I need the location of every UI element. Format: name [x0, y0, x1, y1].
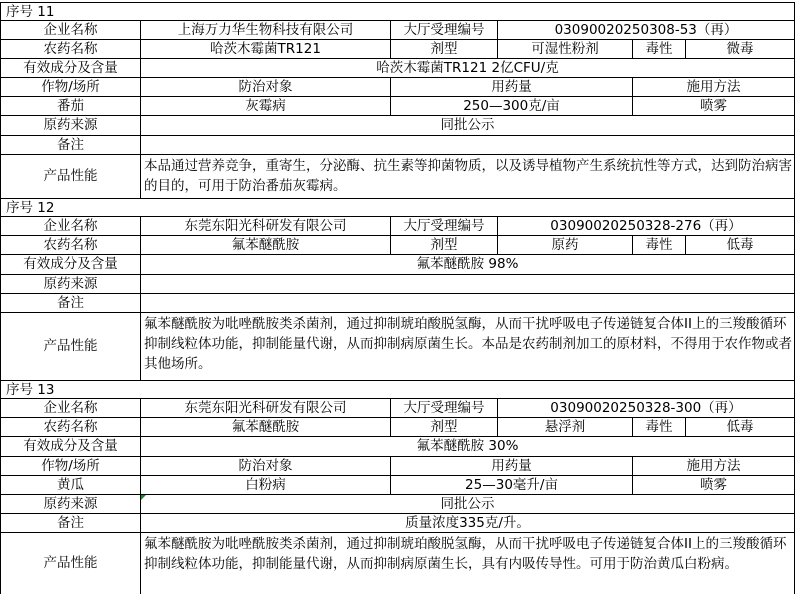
- dosage-value: 250—300克/亩: [390, 96, 632, 115]
- performance-row: [0, 154, 795, 198]
- performance-value: 氟苯醚酰胺为吡唑酰胺类杀菌剂，通过抑制琥珀酸脱氢酶，从而干扰呼吸电子传递链复合体II上的三羧酸循环抑制线粒体功能，抑制能量代谢，从而抑制病原菌生长。本品是农药制剂加工的原材料，不得用于农作物或者其他场所。: [140, 312, 795, 380]
- formulation-value: 可湿性粉剂: [497, 39, 632, 58]
- company-label: 企业名称: [0, 398, 140, 417]
- pesticide-name-value: 氟苯醚酰胺: [140, 417, 390, 436]
- hall-no-label: 大厅受理编号: [390, 216, 497, 235]
- hall-no-value: 03090020250308-53（再）: [497, 20, 795, 39]
- performance-value: 氟苯醚酰胺为吡唑酰胺类杀菌剂，通过抑制琥珀酸脱氢酶，从而干扰呼吸电子传递链复合体II上的三羧酸循环抑制线粒体功能，抑制能量代谢，从而抑制病原菌生长，具有内吸传导性。可用于防治黄瓜白粉病。: [140, 532, 795, 594]
- source-label: 原药来源: [0, 274, 140, 293]
- hall-no-label: 大厅受理编号: [390, 398, 497, 417]
- remark-label: 备注: [0, 135, 140, 154]
- crop-header: 作物/场所: [0, 456, 140, 475]
- dosage-value: 25—30毫升/亩: [390, 475, 632, 494]
- source-row: [0, 274, 795, 293]
- ingredient-value: 氟苯醚酰胺 30%: [140, 436, 795, 456]
- company-label: 企业名称: [0, 216, 140, 235]
- remark-value: [140, 135, 795, 154]
- method-value: 喷雾: [632, 96, 795, 115]
- company-value: 东莞东阳光科研发有限公司: [140, 216, 390, 235]
- source-row: [0, 494, 795, 513]
- company-row: [0, 398, 795, 417]
- company-value: 上海万力华生物科技有限公司: [140, 20, 390, 39]
- formulation-value: 悬浮剂: [497, 417, 632, 436]
- dosage-header: 用药量: [390, 456, 632, 475]
- remark-row: [0, 135, 795, 154]
- ingredient-label: 有效成分及含量: [0, 254, 140, 274]
- method-value: 喷雾: [632, 475, 795, 494]
- company-label: 企业名称: [0, 20, 140, 39]
- company-row: [0, 216, 795, 235]
- usage-header-row: [0, 77, 795, 96]
- ingredient-row: [0, 58, 795, 77]
- ingredient-label: 有效成分及含量: [0, 436, 140, 456]
- cell-comment-marker: [141, 495, 146, 500]
- section-header: 序号 13: [0, 380, 795, 398]
- ingredient-value: 氟苯醚酰胺 98%: [140, 254, 795, 274]
- toxicity-label: 毒性: [632, 417, 685, 436]
- ingredient-label: 有效成分及含量: [0, 58, 140, 77]
- target-header: 防治对象: [140, 456, 390, 475]
- formulation-label: 剂型: [390, 417, 497, 436]
- crop-value: 黄瓜: [0, 475, 140, 494]
- performance-row: [0, 312, 795, 380]
- remark-row: [0, 513, 795, 532]
- section-header: 序号 11: [0, 2, 795, 20]
- toxicity-value: 微毒: [685, 39, 795, 58]
- remark-label: 备注: [0, 513, 140, 532]
- performance-value: 本品通过营养竞争，重寄生，分泌酶、抗生素等抑菌物质，以及诱导植物产生系统抗性等方式，达到防治病害的目的，可用于防治番茄灰霉病。: [140, 154, 795, 198]
- performance-label: 产品性能: [0, 154, 140, 198]
- toxicity-value: 低毒: [685, 235, 795, 254]
- crop-header: 作物/场所: [0, 77, 140, 96]
- remark-value: [140, 293, 795, 312]
- target-value: 白粉病: [140, 475, 390, 494]
- performance-label: 产品性能: [0, 532, 140, 594]
- pesticide-name-value: 哈茨木霉菌TR121: [140, 39, 390, 58]
- dosage-header: 用药量: [390, 77, 632, 96]
- performance-label: 产品性能: [0, 312, 140, 380]
- pesticide-name-row: [0, 39, 795, 58]
- target-value: 灰霉病: [140, 96, 390, 115]
- formulation-label: 剂型: [390, 235, 497, 254]
- ingredient-row: [0, 254, 795, 274]
- section-header: 序号 12: [0, 198, 795, 216]
- hall-no-label: 大厅受理编号: [390, 20, 497, 39]
- source-label: 原药来源: [0, 115, 140, 135]
- crop-value: 番茄: [0, 96, 140, 115]
- method-header: 施用方法: [632, 456, 795, 475]
- remark-row: [0, 293, 795, 312]
- source-value: 同批公示: [140, 115, 795, 135]
- toxicity-label: 毒性: [632, 235, 685, 254]
- hall-no-value: 03090020250328-300（再）: [497, 398, 795, 417]
- pesticide-name-label: 农药名称: [0, 235, 140, 254]
- company-value: 东莞东阳光科研发有限公司: [140, 398, 390, 417]
- source-value: 同批公示: [140, 494, 795, 513]
- toxicity-value: 低毒: [685, 417, 795, 436]
- source-label: 原药来源: [0, 494, 140, 513]
- remark-value: 质量浓度335克/升。: [140, 513, 795, 532]
- usage-row: [0, 475, 795, 494]
- pesticide-name-label: 农药名称: [0, 417, 140, 436]
- remark-label: 备注: [0, 293, 140, 312]
- source-row: [0, 115, 795, 135]
- hall-no-value: 03090020250328-276（再）: [497, 216, 795, 235]
- method-header: 施用方法: [632, 77, 795, 96]
- pesticide-name-row: [0, 235, 795, 254]
- target-header: 防治对象: [140, 77, 390, 96]
- pesticide-name-value: 氟苯醚酰胺: [140, 235, 390, 254]
- formulation-label: 剂型: [390, 39, 497, 58]
- ingredient-row: [0, 436, 795, 456]
- pesticide-name-row: [0, 417, 795, 436]
- company-row: [0, 20, 795, 39]
- source-value: [140, 274, 795, 293]
- performance-row: [0, 532, 795, 594]
- ingredient-value: 哈茨木霉菌TR121 2亿CFU/克: [140, 58, 795, 77]
- pesticide-name-label: 农药名称: [0, 39, 140, 58]
- toxicity-label: 毒性: [632, 39, 685, 58]
- usage-header-row: [0, 456, 795, 475]
- formulation-value: 原药: [497, 235, 632, 254]
- usage-row: [0, 96, 795, 115]
